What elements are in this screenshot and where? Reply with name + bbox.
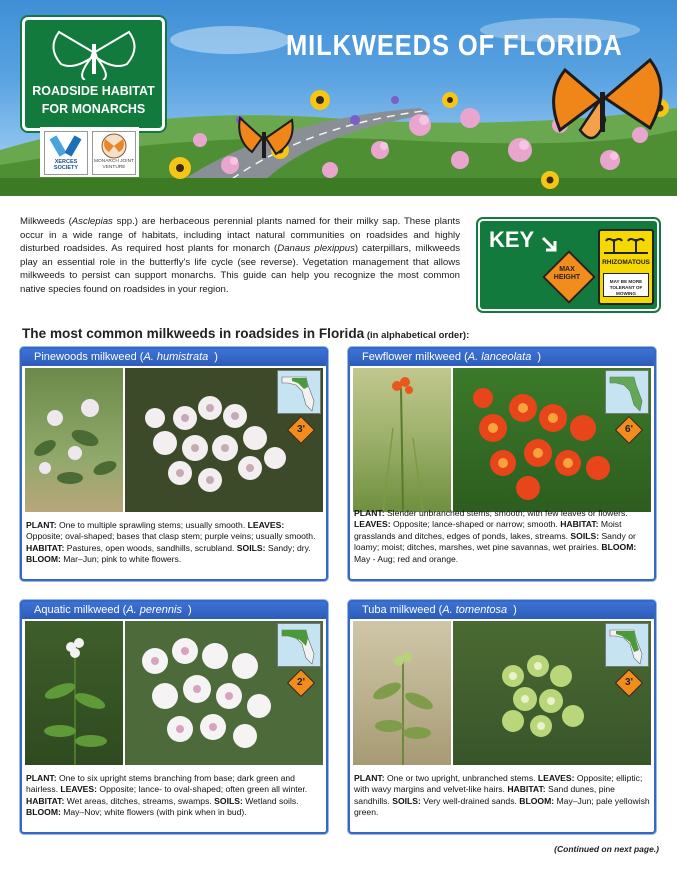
mowing-text-1: MAY BE MORE: [609, 279, 643, 284]
species-card-aquatic: [20, 600, 328, 834]
card-scientific-name: A. lanceolata: [467, 351, 532, 363]
sign-line-2: FOR MONARCHS: [41, 102, 146, 116]
plant-habit-photo: [25, 621, 123, 765]
card-description: PLANT: One to six upright stems branching from base; dark green and hairless. LEAVES: Opposite; lance- to oval-shaped; often green all winter. HABITAT: Wet areas, ditches, streams, swamps. SOILS: Wetland soils. BLOOM: May–Nov; white flowers (with pink when in bud).: [26, 773, 308, 818]
key-max-text: MAX: [559, 266, 575, 273]
card-scientific-name: A. tomentosa: [442, 604, 508, 616]
intro-text-3: ) caterpillars, milkweeds play an essential role in the butterfly's life cycle (see reverse). Vegetation management that allows milkweeds to persist can support monarchs. This guide can help you recognize the most common native species found on roadsides in your region.: [20, 243, 460, 295]
flower-closeup-photo: [453, 621, 651, 765]
card-scientific-name: A. perennis: [126, 604, 182, 616]
intro-text-2: spp.) are herbaceous perennial plants named for their milky sap. These plants occur in a wide range of habitats, including intact natural communities on roadsides and highly disturbed roadsides. As required host plants for monarch (: [20, 216, 460, 255]
card-photos: [353, 368, 651, 512]
flower-closeup-photo: [125, 621, 323, 765]
card-title: Fewflower milkweed (A. lanceolata ): [350, 349, 654, 366]
range-map-florida: [277, 623, 321, 667]
card-description: PLANT: One or two upright, unbranched stems. LEAVES: Opposite; elliptic; with wavy margins and velvet-like hairs. HABITAT: Sand dunes, pine sandhills. SOILS: Very well-drained sands. BLOOM: May–Jun; pale yellowish green.: [354, 773, 650, 818]
plant-habit-photo: [353, 368, 451, 512]
max-height-badge: [617, 418, 641, 442]
card-photos: [25, 368, 323, 512]
key-sign: [478, 219, 659, 311]
intro-genus: Asclepias: [71, 216, 113, 227]
max-height-value: 3': [625, 677, 633, 688]
xerces-logo: [44, 131, 88, 175]
species-card-fewflower: [348, 347, 656, 581]
max-height-badge: [289, 418, 313, 442]
max-height-badge: [289, 671, 313, 695]
range-map-florida: [605, 370, 649, 414]
monarch-joint-venture-logo: [92, 131, 136, 175]
key-height-text: HEIGHT: [553, 274, 581, 281]
rhizomatous-label: RHIZOMATOUS: [602, 259, 650, 266]
max-height-badge: [617, 671, 641, 695]
intro-paragraph: [20, 215, 460, 297]
continued-note: (Continued on next page.): [554, 844, 659, 854]
roadside-habitat-sign: [22, 17, 165, 131]
xerces-x-icon: [45, 132, 87, 160]
max-height-icon: [543, 251, 591, 299]
card-title: Pinewoods milkweed (A. humistrata ): [22, 349, 326, 366]
flower-closeup-photo: [125, 368, 323, 512]
max-height-value: 6': [625, 424, 633, 435]
flower-closeup-photo: [453, 368, 651, 512]
card-title: Tuba milkweed (A. tomentosa ): [350, 602, 654, 619]
header-banner: [0, 0, 677, 196]
plant-habit-photo: [353, 621, 451, 765]
section-title: The most common milkweeds in roadsides in Florida: [22, 326, 365, 341]
card-description: PLANT: One to multiple sprawling stems; usually smooth. LEAVES: Opposite; oval-shaped; bases that clasp stem; purple veins; usually smooth. HABITAT: Pastures, open woods, sandhills, scrubland. SOILS: Sandy; dry. BLOOM: Mar–Jun; pink to white flowers.: [26, 520, 316, 565]
monarch-logo-text: MONARCH JOINT VENTURE: [94, 159, 134, 170]
monarch-logo-icon: [93, 132, 135, 160]
xerces-logo-text: XERCES SOCIETY: [53, 159, 79, 171]
range-map-florida: [277, 370, 321, 414]
intro-species: Danaus plexippus: [277, 243, 355, 255]
species-card-tuba: [348, 600, 656, 834]
max-height-value: 3': [297, 424, 305, 435]
section-heading: [22, 326, 469, 341]
rhizomatous-icon: [598, 229, 654, 305]
card-photos: [25, 621, 323, 765]
card-scientific-name: A. humistrata: [143, 351, 209, 363]
partner-logos: [40, 127, 139, 177]
card-photos: [353, 621, 651, 765]
key-label: KEY: [489, 227, 535, 252]
page-title: MILKWEEDS OF FLORIDA: [286, 30, 623, 62]
section-note: (in alphabetical order):: [364, 330, 470, 341]
max-height-value: 2': [297, 677, 305, 688]
sign-line-1: ROADSIDE HABITAT: [32, 84, 155, 98]
butterfly-logo-icon: [25, 24, 162, 80]
card-title: Aquatic milkweed (A. perennis ): [22, 602, 326, 619]
plant-roots-icon: [600, 231, 652, 259]
species-card-pinewoods: [20, 347, 328, 581]
plant-habit-photo: [25, 368, 123, 512]
card-description: PLANT: Slender unbranched stems; smooth; with few leaves or flowers. LEAVES: Opposite; lance-shaped or narrow; smooth. HABITAT: Moist grasslands and ditches, edges of ponds, lakes, streams. SOILS: Sandy or loamy; moist; ditches, marshes, wet pine savannas, wet prairies. BLOOM: May - Aug; red and orange.: [354, 508, 637, 564]
range-map-florida: [605, 623, 649, 667]
mowing-text-2: TOLERANT OF MOWING: [609, 285, 643, 296]
intro-text-1: Milkweeds (: [20, 216, 72, 227]
